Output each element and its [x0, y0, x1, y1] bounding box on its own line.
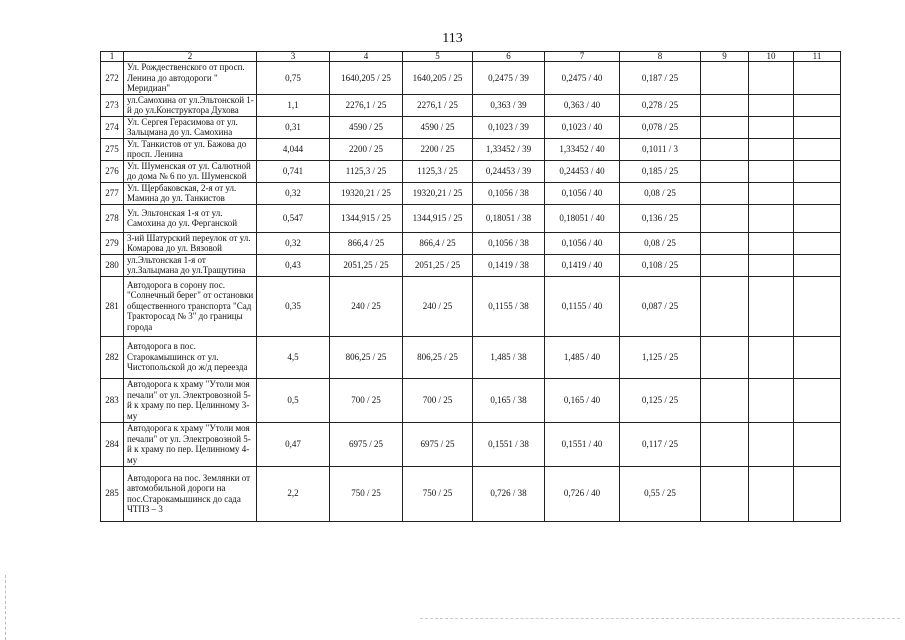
col-header-2: 2	[124, 52, 257, 62]
value-cell-c11	[794, 378, 841, 422]
value-cell-c5: 866,4 / 25	[403, 232, 473, 254]
value-cell-c7: 0,165 / 40	[545, 378, 620, 422]
value-cell-c7: 0,1056 / 40	[545, 182, 620, 204]
value-cell-c3: 4,5	[257, 336, 330, 378]
value-cell-c10	[749, 378, 794, 422]
value-cell-c3: 2,2	[257, 466, 330, 521]
value-cell-c8: 0,1011 / 3	[620, 138, 701, 160]
value-cell-c5: 2276,1 / 25	[403, 94, 473, 116]
road-name-cell: Ул. Рождественского от просп. Ленина до автодороги " Меридиан"	[124, 62, 257, 95]
road-name-cell: Ул. Шуменская от ул. Салютной до дома № 6 по ул. Шуменской	[124, 160, 257, 182]
value-cell-c9	[701, 182, 749, 204]
value-cell-c8: 0,117 / 25	[620, 422, 701, 466]
table-row	[101, 254, 841, 276]
value-cell-c4: 4590 / 25	[330, 116, 403, 138]
value-cell-c10	[749, 276, 794, 336]
value-cell-c9	[701, 254, 749, 276]
row-number-cell: 278	[101, 204, 124, 232]
value-cell-c11	[794, 254, 841, 276]
value-cell-c10	[749, 232, 794, 254]
value-cell-c5: 700 / 25	[403, 378, 473, 422]
road-name-cell: Автодорога в сорону пос. "Солнечный берег" от остановки общественного транспорта "Сад Тракторосад № 3" до границы города	[124, 276, 257, 336]
table-row	[101, 116, 841, 138]
value-cell-c4: 19320,21 / 25	[330, 182, 403, 204]
row-number-cell: 275	[101, 138, 124, 160]
value-cell-c5: 6975 / 25	[403, 422, 473, 466]
value-cell-c3: 0,47	[257, 422, 330, 466]
value-cell-c5: 750 / 25	[403, 466, 473, 521]
table-row	[101, 62, 841, 95]
header-row	[101, 52, 841, 62]
value-cell-c4: 1125,3 / 25	[330, 160, 403, 182]
value-cell-c6: 0,2475 / 39	[473, 62, 545, 95]
value-cell-c7: 0,1056 / 40	[545, 232, 620, 254]
col-header-9: 9	[701, 52, 749, 62]
value-cell-c11	[794, 138, 841, 160]
value-cell-c10	[749, 182, 794, 204]
row-number-cell: 276	[101, 160, 124, 182]
table-row	[101, 94, 841, 116]
value-cell-c6: 0,165 / 38	[473, 378, 545, 422]
table-row	[101, 160, 841, 182]
value-cell-c5: 1125,3 / 25	[403, 160, 473, 182]
value-cell-c3: 0,35	[257, 276, 330, 336]
value-cell-c5: 2200 / 25	[403, 138, 473, 160]
road-name-cell: 3-ий Шатурский переулок от ул. Комарова до ул. Вязовой	[124, 232, 257, 254]
road-name-cell: Ул. Щербаковская, 2-я от ул. Мамина до ул. Танкистов	[124, 182, 257, 204]
value-cell-c6: 0,1155 / 38	[473, 276, 545, 336]
row-number-cell: 277	[101, 182, 124, 204]
value-cell-c8: 0,278 / 25	[620, 94, 701, 116]
value-cell-c9	[701, 204, 749, 232]
value-cell-c10	[749, 254, 794, 276]
table-row	[101, 276, 841, 336]
value-cell-c10	[749, 204, 794, 232]
value-cell-c9	[701, 378, 749, 422]
footer-dashed-line	[420, 618, 900, 619]
value-cell-c3: 0,43	[257, 254, 330, 276]
road-name-cell: Автодорога на пос. Землянки от автомобильной дороги на пос.Старокамышинск до сада ЧТПЗ – 3	[124, 466, 257, 521]
road-name-cell: Ул. Сергея Герасимова от ул. Зальцмана до ул. Самохина	[124, 116, 257, 138]
row-number-cell: 284	[101, 422, 124, 466]
value-cell-c4: 866,4 / 25	[330, 232, 403, 254]
roads-table	[100, 51, 841, 522]
table-row	[101, 182, 841, 204]
col-header-10: 10	[749, 52, 794, 62]
value-cell-c8: 0,136 / 25	[620, 204, 701, 232]
value-cell-c11	[794, 466, 841, 521]
value-cell-c6: 0,363 / 39	[473, 94, 545, 116]
value-cell-c5: 1640,205 / 25	[403, 62, 473, 95]
value-cell-c9	[701, 138, 749, 160]
value-cell-c6: 0,726 / 38	[473, 466, 545, 521]
value-cell-c10	[749, 422, 794, 466]
value-cell-c3: 0,5	[257, 378, 330, 422]
road-name-cell: Автодорога к храму "Утоли моя печали" от ул. Электровозной 5-й к храму по пер. Целинному 4-му	[124, 422, 257, 466]
value-cell-c7: 0,1155 / 40	[545, 276, 620, 336]
value-cell-c11	[794, 232, 841, 254]
value-cell-c9	[701, 116, 749, 138]
value-cell-c10	[749, 138, 794, 160]
row-number-cell: 280	[101, 254, 124, 276]
road-name-cell: Автодорога к храму "Утоли моя печали" от ул. Электровозной 5-й к храму по пер. Целинному 3-му	[124, 378, 257, 422]
value-cell-c7: 0,24453 / 40	[545, 160, 620, 182]
table-row	[101, 138, 841, 160]
col-header-4: 4	[330, 52, 403, 62]
value-cell-c9	[701, 94, 749, 116]
value-cell-c10	[749, 160, 794, 182]
value-cell-c9	[701, 422, 749, 466]
value-cell-c8: 0,078 / 25	[620, 116, 701, 138]
value-cell-c6: 0,1023 / 39	[473, 116, 545, 138]
row-number-cell: 273	[101, 94, 124, 116]
value-cell-c9	[701, 232, 749, 254]
value-cell-c11	[794, 204, 841, 232]
value-cell-c5: 1344,915 / 25	[403, 204, 473, 232]
value-cell-c4: 240 / 25	[330, 276, 403, 336]
value-cell-c5: 4590 / 25	[403, 116, 473, 138]
row-number-cell: 285	[101, 466, 124, 521]
value-cell-c9	[701, 336, 749, 378]
value-cell-c6: 1,485 / 38	[473, 336, 545, 378]
value-cell-c8: 0,185 / 25	[620, 160, 701, 182]
value-cell-c3: 1,1	[257, 94, 330, 116]
value-cell-c6: 0,1056 / 38	[473, 232, 545, 254]
col-header-3: 3	[257, 52, 330, 62]
value-cell-c8: 0,108 / 25	[620, 254, 701, 276]
value-cell-c11	[794, 276, 841, 336]
value-cell-c6: 0,24453 / 39	[473, 160, 545, 182]
value-cell-c3: 0,547	[257, 204, 330, 232]
value-cell-c7: 0,726 / 40	[545, 466, 620, 521]
value-cell-c7: 0,2475 / 40	[545, 62, 620, 95]
table-row	[101, 336, 841, 378]
col-header-1: 1	[101, 52, 124, 62]
value-cell-c10	[749, 94, 794, 116]
col-header-5: 5	[403, 52, 473, 62]
value-cell-c4: 806,25 / 25	[330, 336, 403, 378]
value-cell-c8: 1,125 / 25	[620, 336, 701, 378]
table-row	[101, 466, 841, 521]
value-cell-c8: 0,08 / 25	[620, 232, 701, 254]
row-number-cell: 279	[101, 232, 124, 254]
value-cell-c11	[794, 422, 841, 466]
value-cell-c8: 0,55 / 25	[620, 466, 701, 521]
value-cell-c8: 0,187 / 25	[620, 62, 701, 95]
table-row	[101, 378, 841, 422]
value-cell-c3: 0,741	[257, 160, 330, 182]
value-cell-c6: 1,33452 / 39	[473, 138, 545, 160]
value-cell-c9	[701, 276, 749, 336]
value-cell-c10	[749, 466, 794, 521]
value-cell-c4: 700 / 25	[330, 378, 403, 422]
value-cell-c9	[701, 62, 749, 95]
value-cell-c11	[794, 336, 841, 378]
col-header-11: 11	[794, 52, 841, 62]
value-cell-c7: 0,1419 / 40	[545, 254, 620, 276]
row-number-cell: 282	[101, 336, 124, 378]
value-cell-c7: 0,1023 / 40	[545, 116, 620, 138]
table-row	[101, 204, 841, 232]
value-cell-c5: 19320,21 / 25	[403, 182, 473, 204]
value-cell-c7: 1,33452 / 40	[545, 138, 620, 160]
value-cell-c3: 0,75	[257, 62, 330, 95]
road-name-cell: Автодорога в пос. Старокамышинск от ул. Чистопольской до ж/д переезда	[124, 336, 257, 378]
value-cell-c3: 0,32	[257, 182, 330, 204]
page-number: 113	[442, 31, 463, 46]
value-cell-c4: 2200 / 25	[330, 138, 403, 160]
value-cell-c7: 1,485 / 40	[545, 336, 620, 378]
value-cell-c4: 1344,915 / 25	[330, 204, 403, 232]
value-cell-c5: 806,25 / 25	[403, 336, 473, 378]
value-cell-c7: 0,363 / 40	[545, 94, 620, 116]
col-header-7: 7	[545, 52, 620, 62]
value-cell-c6: 0,1419 / 38	[473, 254, 545, 276]
road-name-cell: ул.Эльтонская 1-я от ул.Зальцмана до ул.Тращутина	[124, 254, 257, 276]
value-cell-c4: 1640,205 / 25	[330, 62, 403, 95]
value-cell-c4: 2051,25 / 25	[330, 254, 403, 276]
value-cell-c11	[794, 116, 841, 138]
table-row	[101, 422, 841, 466]
value-cell-c7: 0,1551 / 40	[545, 422, 620, 466]
value-cell-c5: 240 / 25	[403, 276, 473, 336]
value-cell-c3: 4,044	[257, 138, 330, 160]
value-cell-c4: 6975 / 25	[330, 422, 403, 466]
value-cell-c3: 0,32	[257, 232, 330, 254]
road-name-cell: Ул. Танкистов от ул. Бажова до просп. Ленина	[124, 138, 257, 160]
col-header-8: 8	[620, 52, 701, 62]
value-cell-c4: 750 / 25	[330, 466, 403, 521]
table-row	[101, 232, 841, 254]
row-number-cell: 274	[101, 116, 124, 138]
page-edge-line	[5, 575, 6, 640]
col-header-6: 6	[473, 52, 545, 62]
value-cell-c7: 0,18051 / 40	[545, 204, 620, 232]
road-name-cell: Ул. Эльтонская 1-я от ул. Самохина до ул. Ферганской	[124, 204, 257, 232]
value-cell-c11	[794, 160, 841, 182]
value-cell-c11	[794, 62, 841, 95]
value-cell-c3: 0,31	[257, 116, 330, 138]
row-number-cell: 283	[101, 378, 124, 422]
value-cell-c10	[749, 336, 794, 378]
value-cell-c6: 0,1056 / 38	[473, 182, 545, 204]
value-cell-c4: 2276,1 / 25	[330, 94, 403, 116]
value-cell-c8: 0,087 / 25	[620, 276, 701, 336]
value-cell-c9	[701, 466, 749, 521]
value-cell-c8: 0,08 / 25	[620, 182, 701, 204]
road-name-cell: ул.Самохина от ул.Эльтонской 1-й до ул.Конструктора Духова	[124, 94, 257, 116]
value-cell-c11	[794, 94, 841, 116]
value-cell-c5: 2051,25 / 25	[403, 254, 473, 276]
value-cell-c6: 0,1551 / 38	[473, 422, 545, 466]
value-cell-c6: 0,18051 / 38	[473, 204, 545, 232]
row-number-cell: 281	[101, 276, 124, 336]
value-cell-c10	[749, 116, 794, 138]
value-cell-c9	[701, 160, 749, 182]
value-cell-c11	[794, 182, 841, 204]
row-number-cell: 272	[101, 62, 124, 95]
value-cell-c10	[749, 62, 794, 95]
value-cell-c8: 0,125 / 25	[620, 378, 701, 422]
